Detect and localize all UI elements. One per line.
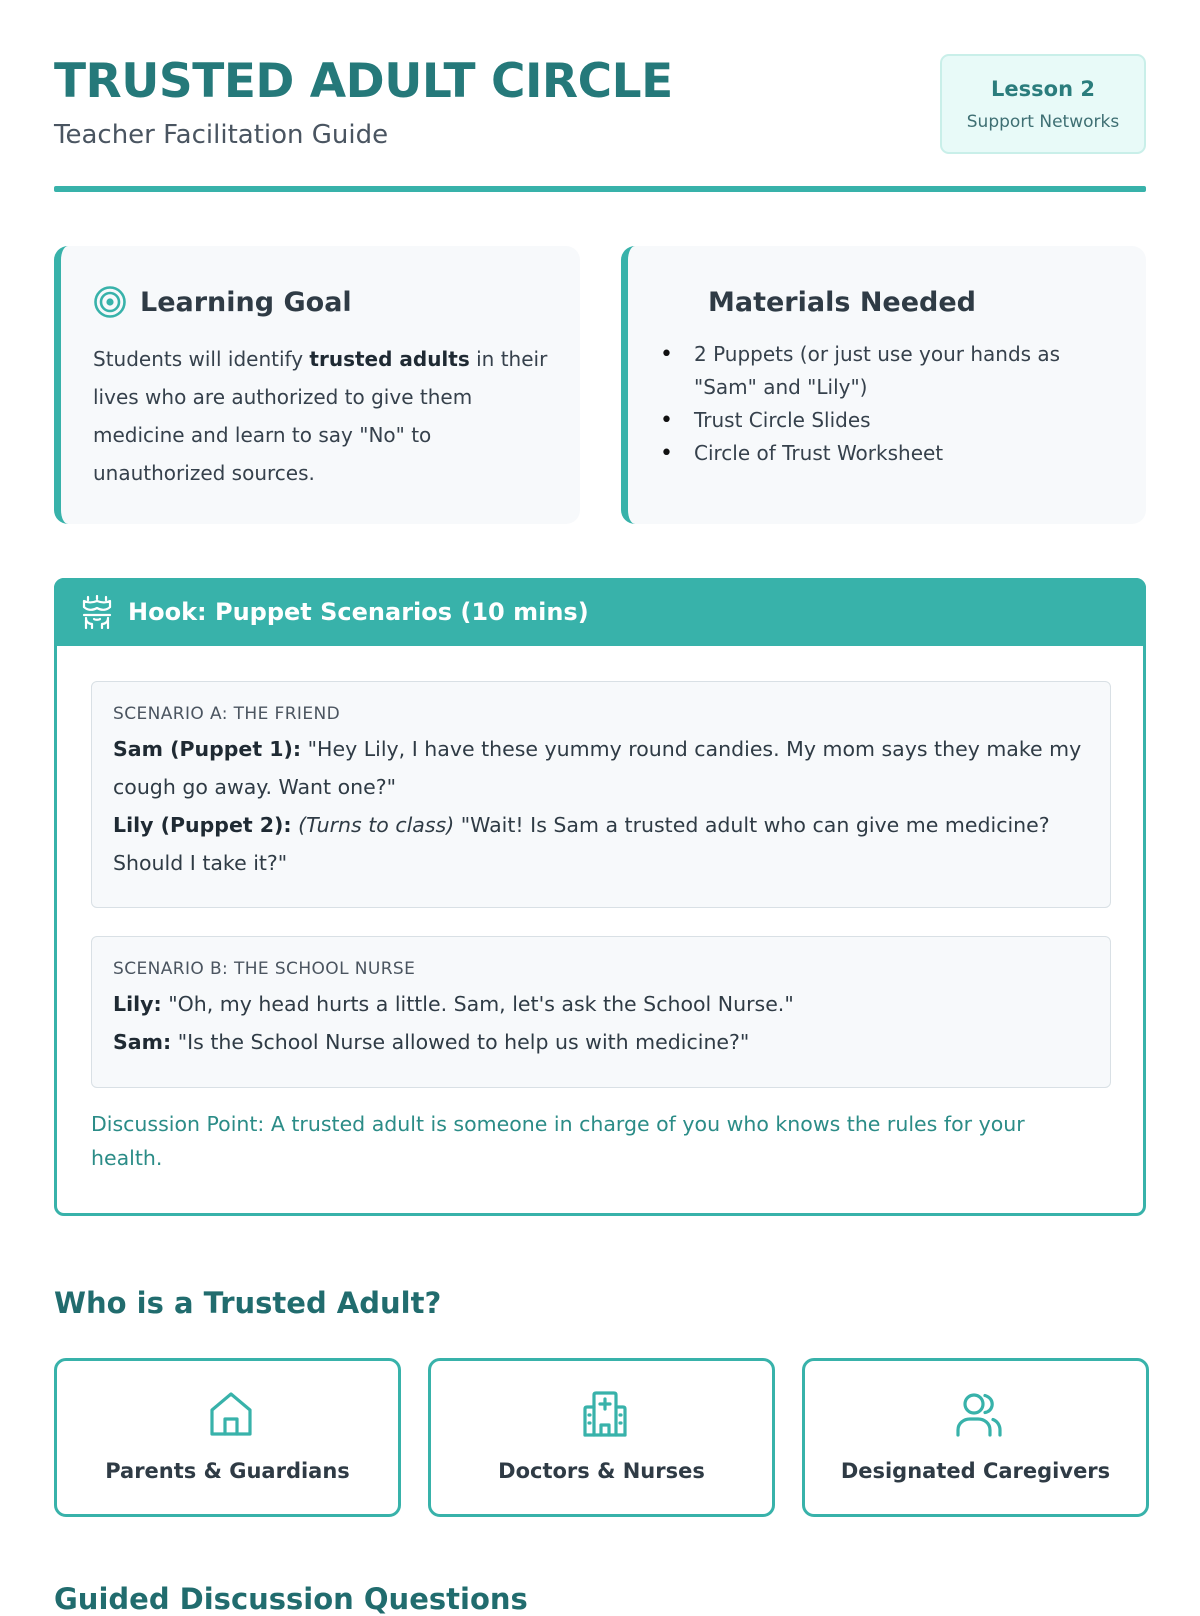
dialogue-text: "Hey Lily, I have these yummy round candies. My mom says they make my cough go away. Want one?" <box>113 737 1082 799</box>
dialogue-text: "Is the School Nurse allowed to help us with medicine?" <box>171 1030 750 1054</box>
trusted-adult-heading: Who is a Trusted Adult? <box>54 1286 442 1320</box>
hook-section <box>54 578 1146 1216</box>
materials-item: • 2 Puppets (or just use your hands as "Sam" and "Lily") <box>660 338 1120 404</box>
scenario-b-line-2 <box>113 1023 1089 1061</box>
speaker-name: Lily: <box>113 992 162 1016</box>
target-icon <box>93 285 127 319</box>
materials-title: Materials Needed <box>708 286 977 318</box>
role-card-doctors <box>428 1358 775 1517</box>
hook-header <box>54 578 1146 646</box>
scenario-a-line-2 <box>113 806 1089 882</box>
speaker-name: Lily (Puppet 2): <box>113 813 292 837</box>
goal-text-start: Students will identify <box>93 347 310 371</box>
scenario-b-card <box>91 936 1111 1088</box>
materials-list <box>660 338 1120 470</box>
discussion-point: Discussion Point: A trusted adult is someone in charge of you who knows the rules for your health. <box>91 1112 1025 1170</box>
page-title: TRUSTED ADULT CIRCLE <box>54 54 673 109</box>
scenario-a-label: SCENARIO A: THE FRIEND <box>113 704 341 724</box>
materials-heading <box>708 284 976 320</box>
role-label: Designated Caregivers <box>840 1459 1111 1483</box>
role-card-caregivers <box>802 1358 1149 1517</box>
header-divider <box>54 186 1146 192</box>
scenario-a-card <box>91 681 1111 908</box>
scenario-b-line-1 <box>113 985 1089 1023</box>
learning-goal-title: Learning Goal <box>140 286 352 318</box>
materials-item: • Circle of Trust Worksheet <box>660 437 1120 470</box>
guided-discussion-heading: Guided Discussion Questions <box>54 1582 528 1616</box>
dialogue-text: "Wait! Is Sam a trusted adult who can give me medicine? Should I take it?" <box>113 813 1050 875</box>
speaker-name: Sam: <box>113 1030 172 1054</box>
role-card-parents <box>54 1358 401 1517</box>
learning-goal-text <box>93 340 555 492</box>
goal-text-emphasis: trusted adults <box>309 347 470 371</box>
scenario-a-line-1 <box>113 730 1089 806</box>
home-icon <box>207 1389 255 1439</box>
theater-masks-icon <box>80 595 114 629</box>
hook-title: Hook: Puppet Scenarios (10 mins) <box>128 598 589 626</box>
scenario-b-label: SCENARIO B: THE SCHOOL NURSE <box>113 959 416 979</box>
users-icon <box>955 1389 1003 1439</box>
lesson-badge <box>940 54 1146 154</box>
page-header <box>54 52 1146 194</box>
lesson-topic: Support Networks <box>966 112 1120 132</box>
dialogue-text: "Oh, my head hurts a little. Sam, let's ask the School Nurse." <box>161 992 794 1016</box>
hospital-icon <box>581 1389 629 1439</box>
lesson-number: Lesson 2 <box>991 77 1095 101</box>
materials-item: • Trust Circle Slides <box>660 404 1120 437</box>
role-label: Doctors & Nurses <box>498 1459 705 1483</box>
page-subtitle: Teacher Facilitation Guide <box>54 120 389 150</box>
stage-direction: (Turns to class) <box>298 813 455 837</box>
role-label: Parents & Guardians <box>105 1459 350 1483</box>
goal-text-end: in their lives who are authorized to give them medicine and learn to say "No" to unauthorized sources. <box>93 347 548 485</box>
learning-goal-card <box>54 246 580 524</box>
materials-card <box>621 246 1146 524</box>
speaker-name: Sam (Puppet 1): <box>113 737 302 761</box>
learning-goal-heading <box>93 284 352 320</box>
